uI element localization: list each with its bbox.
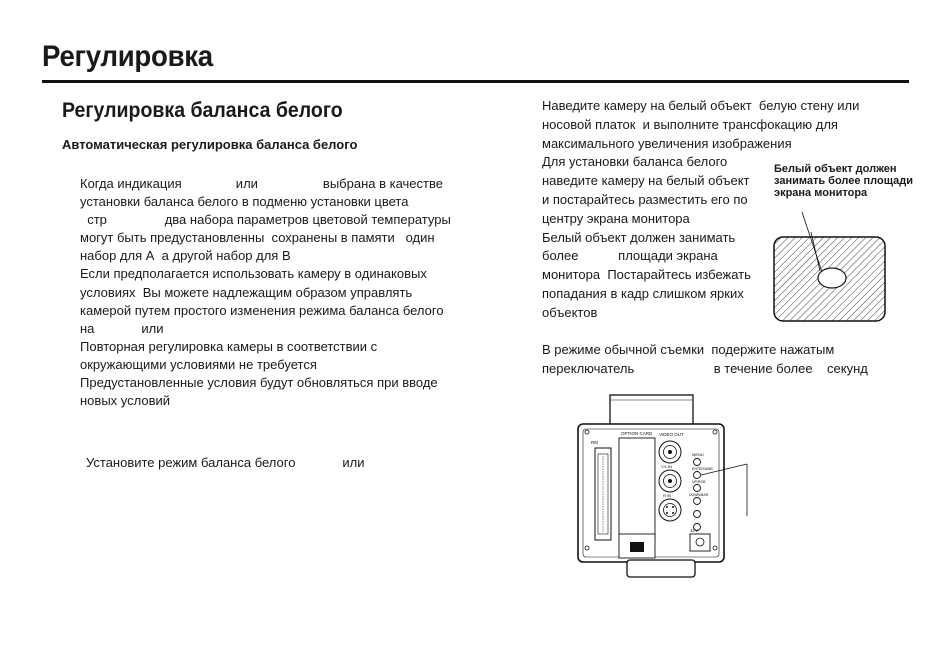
text-line: носовой платок и выполните трансфокацию для [542, 116, 838, 132]
text-line: монитора Постарайтесь избежать [542, 267, 751, 283]
subsection-title: Автоматическая регулировка баланса белого [62, 137, 358, 152]
text-line: Когда индикация или выбрана в качестве [80, 176, 443, 191]
camera-label-power: 12V [690, 528, 699, 533]
text-line: Предустановленные условия будут обновляться при вводе [80, 375, 438, 391]
text-line: и постарайтесь разместить его по [542, 191, 748, 207]
text-line: окружающими условиями не требуется [80, 356, 317, 372]
left-paragraph [80, 175, 451, 410]
title-underline [42, 80, 909, 83]
camera-label-enter-awb: ENTER/AWB [692, 467, 713, 471]
monitor-note: Белый объект должен занимать более площади экрана монитора [774, 163, 914, 199]
text-line: Наведите камеру на белый объект белую стену или [542, 98, 860, 113]
text-line: стр два набора параметров цветовой температуры [80, 212, 451, 228]
page-title: Регулировка [42, 40, 213, 73]
text-line: Белый объект должен занимать [542, 229, 736, 245]
section-title: Регулировка баланса белого [62, 99, 343, 122]
text-line: наведите камеру на белый объект [542, 173, 750, 189]
camera-label-menu: MENU [692, 452, 704, 457]
text-line: набор для А а другой набор для В [80, 248, 291, 264]
text-line: условиях Вы можете надлежащим образом управлять [80, 284, 413, 300]
text-line: объектов [542, 304, 598, 320]
text-line: В режиме обычной съемки подержите нажатым [542, 342, 835, 357]
text-line: максимального увеличения изображения [542, 135, 792, 151]
text-line: новых условий [80, 393, 171, 409]
text-line: центру экрана монитора [542, 210, 690, 226]
text-line: Если предполагается использовать камеру в одинаковых [80, 266, 427, 282]
text-line: Для установки баланса белого [542, 154, 728, 170]
text-line: установки баланса белого в подменю установки цвета [80, 194, 409, 210]
camera-label-video-out: VIDEO OUT [659, 432, 684, 437]
camera-label-r-in: R IN [663, 493, 671, 498]
note-pointer [800, 210, 830, 280]
text-line: могут быть предустановленны сохранены в памяти один [80, 230, 435, 246]
camera-label-y-in: Y/L IN [661, 464, 672, 469]
step-1-text: Установите режим баланса белого или [86, 455, 365, 470]
camera-label-down-bar: DOWN/BAR [689, 493, 709, 497]
text-line: попадания в кадр слишком ярких [542, 285, 744, 301]
right-paragraph-2 [542, 341, 868, 378]
text-line: на или [80, 320, 164, 336]
text-line: Повторная регулировка камеры в соответствии с [80, 338, 378, 354]
text-line: более площади экрана [542, 248, 718, 264]
camera-label-up-rear: UP/RGB [692, 480, 706, 484]
camera-label-remote: RM [591, 440, 598, 445]
text-line: камерой путем простого изменения режима баланса белого [80, 302, 444, 318]
camera-rear-panel [575, 392, 755, 582]
text-line: переключатель в течение более секунд [542, 360, 868, 376]
monitor-illustration [772, 232, 888, 324]
camera-label-option-card: OPTION CARD [621, 431, 653, 436]
